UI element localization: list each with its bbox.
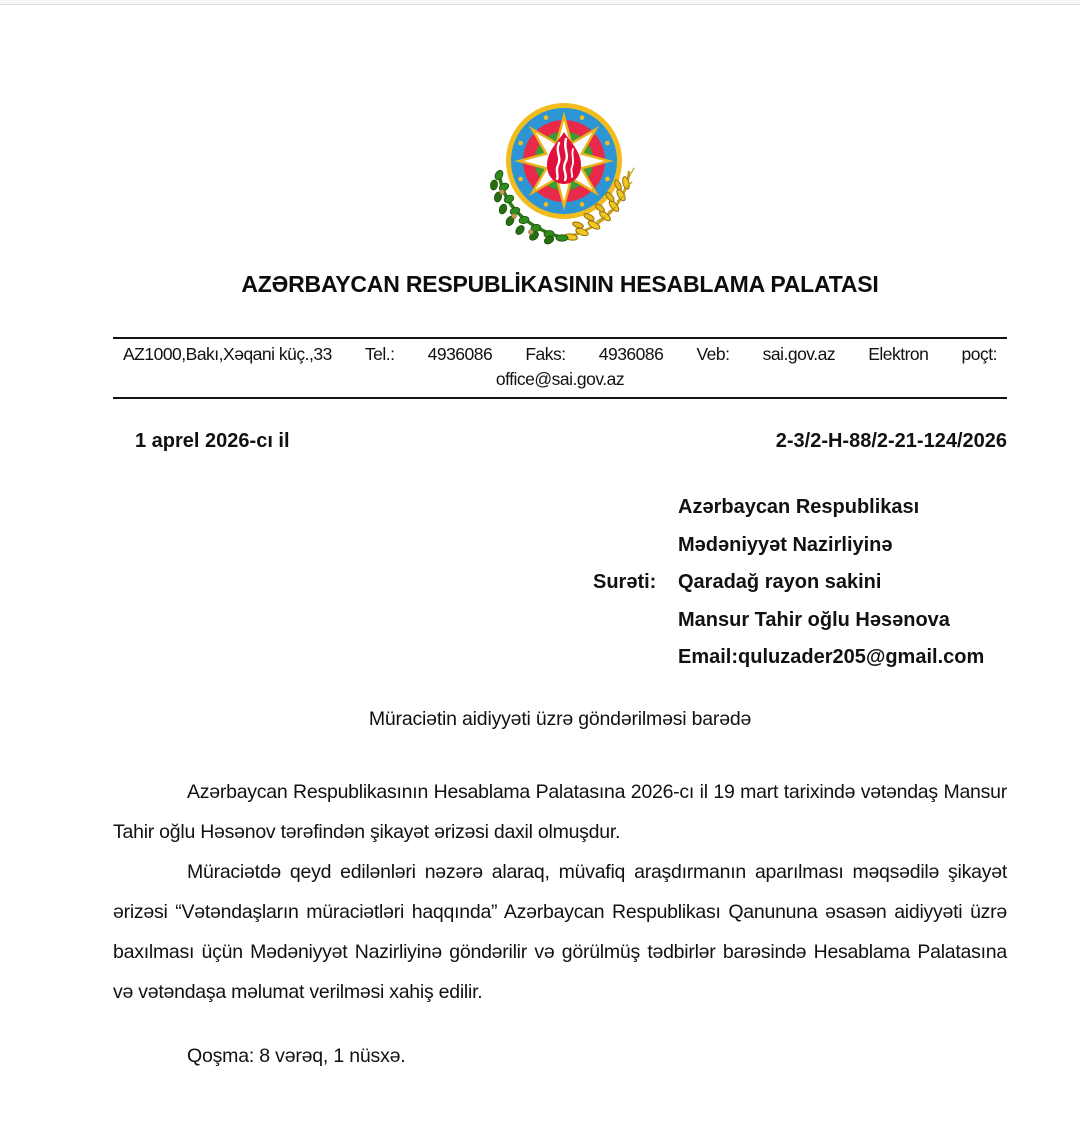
recipient-row xyxy=(593,639,984,677)
letter-body xyxy=(113,772,1007,1012)
document-date: 1 aprel 2026-cı il xyxy=(135,430,290,452)
contact-address-line xyxy=(123,344,997,365)
recipient-text: Mansur Tahir oğlu Həsənova xyxy=(678,608,950,631)
contact-tel-label: Tel.: xyxy=(364,344,395,364)
contact-web-label: Veb: xyxy=(696,344,730,364)
recipient-row xyxy=(593,602,984,640)
recipient-label xyxy=(593,489,678,527)
recipients-block xyxy=(593,489,984,677)
azerbaijan-coat-of-arms-icon xyxy=(487,99,641,245)
recipient-text: Azərbaycan Respublikası xyxy=(678,496,920,518)
attachment-note: Qoşma: 8 vərəq, 1 nüsxə. xyxy=(187,1045,406,1067)
contact-web-address: sai.gov.az xyxy=(762,344,836,364)
recipient-text: Qaradağ rayon sakini xyxy=(678,571,882,593)
recipient-row xyxy=(593,489,984,527)
recipient-label xyxy=(593,527,678,565)
recipient-email: Email:quluzader205@gmail.com xyxy=(678,646,985,668)
reference-number: 2-3/2-H-88/2-21-124/2026 xyxy=(775,430,1007,452)
recipient-row xyxy=(593,527,984,565)
contact-email-address: office@sai.gov.az xyxy=(495,369,625,389)
contact-tel-number: 4936086 xyxy=(427,344,493,364)
date-reference-row xyxy=(113,430,1007,453)
organization-title: AZƏRBAYCAN RESPUBLİKASININ HESABLAMA PALATASI xyxy=(241,271,879,297)
copy-to-label: Surəti: xyxy=(593,571,657,593)
contact-email-label-2: poçt: xyxy=(961,344,997,364)
subject-line: Müraciətin aidiyyəti üzrə göndərilməsi barədə xyxy=(368,708,752,730)
viewport-top-strip xyxy=(0,0,1080,5)
recipient-row xyxy=(593,564,984,602)
recipient-label xyxy=(593,639,678,677)
contact-fax-label: Faks: xyxy=(525,344,566,364)
body-paragraph-1: Azərbaycan Respublikasının Hesablama Palatasına 2026-cı il 19 mart tarixində vətəndaş Mansur Tahir oğlu Həsənov tərəfindən şikayət ərizəsi daxil olmuşdur. xyxy=(113,781,1007,843)
recipient-label xyxy=(593,602,678,640)
recipient-text: Mədəniyyət Nazirliyinə xyxy=(678,533,893,556)
contact-fax-number: 4936086 xyxy=(598,344,664,364)
body-paragraph-2: Müraciətdə qeyd edilənləri nəzərə alaraq, müvafiq araşdırmanın aparılması məqsədilə şikayət ərizəsi “Vətəndaşların müraciətləri haqqında” Azərbaycan Respublikası Qanununa əsasən aidiyyəti üzrə baxılması üçün Mədəniyyət Nazirliyinə göndərilir və görülmüş tədbirlər barəsində Hesablama Palatasına və vətəndaşa məlumat verilməsi xahiş edilir. xyxy=(113,861,1007,1003)
contact-address: AZ1000,Bakı,Xəqani küç.,33 xyxy=(123,344,332,364)
contact-info-bar xyxy=(113,337,1007,399)
contact-email-label-1: Elektron xyxy=(868,344,929,364)
